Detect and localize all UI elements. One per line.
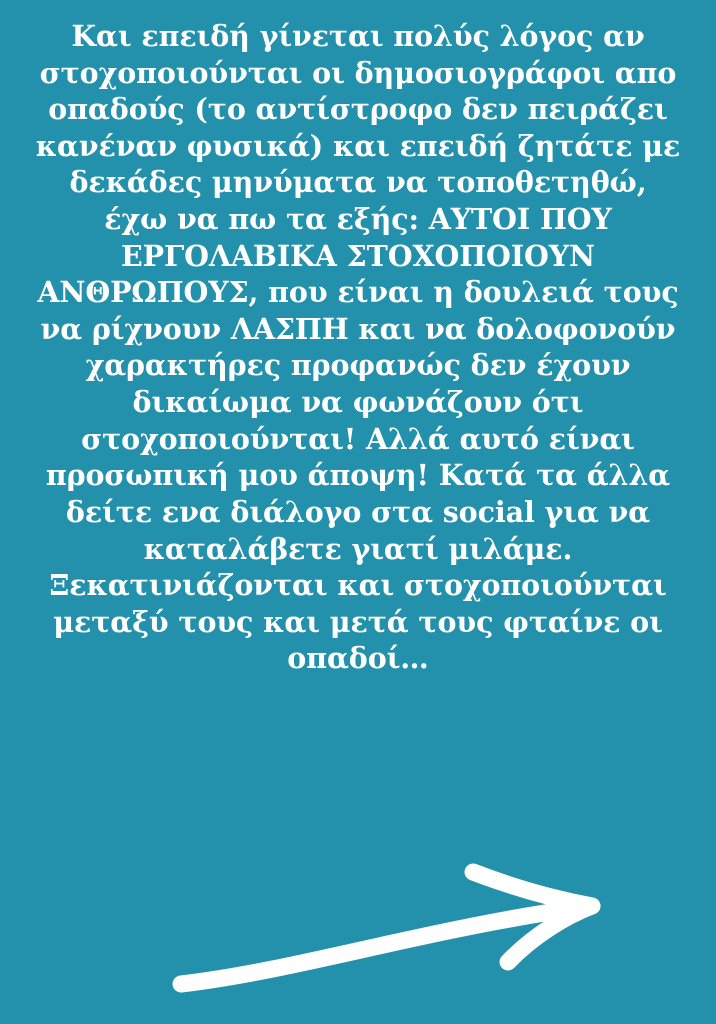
arrow-shaft (181, 906, 590, 984)
arrow-head-lower (508, 906, 592, 962)
story-caption-text: Και επειδή γίνεται πολύς λόγος αν στοχοποιούνται οι δημοσιογράφοι απο οπαδούς (το αντίστροφο δεν πειράζει κανέναν φυσικά) και επειδή ζητάτε με δεκάδες μηνύματα να τοποθετηθώ, έχω να πω τα εξής: ΑΥΤΟΙ ΠΟΥ ΕΡΓΟΛΑΒΙΚΑ ΣΤΟΧΟΠΟΙΟΥΝ ΑΝΘΡΩΠΟΥΣ, που είναι η δουλειά τους να ρίχνουν ΛΑΣΠΗ και να δολοφονούν χαρακτήρες προφανώς δεν έχουν δικαίωμα να φωνάζουν ότι στοχοποιούνται! Αλλά αυτό είναι προσωπική μου άποψη! Κατά τα άλλα δείτε ενα διάλογο στα social για να καταλάβετε γιατί μιλάμε. Ξεκατινιάζονται και στοχοποιούνται μεταξύ τους και μετά τους φταίνε οι οπαδοί… (35, 19, 691, 676)
arrow-head-upper (473, 872, 592, 906)
